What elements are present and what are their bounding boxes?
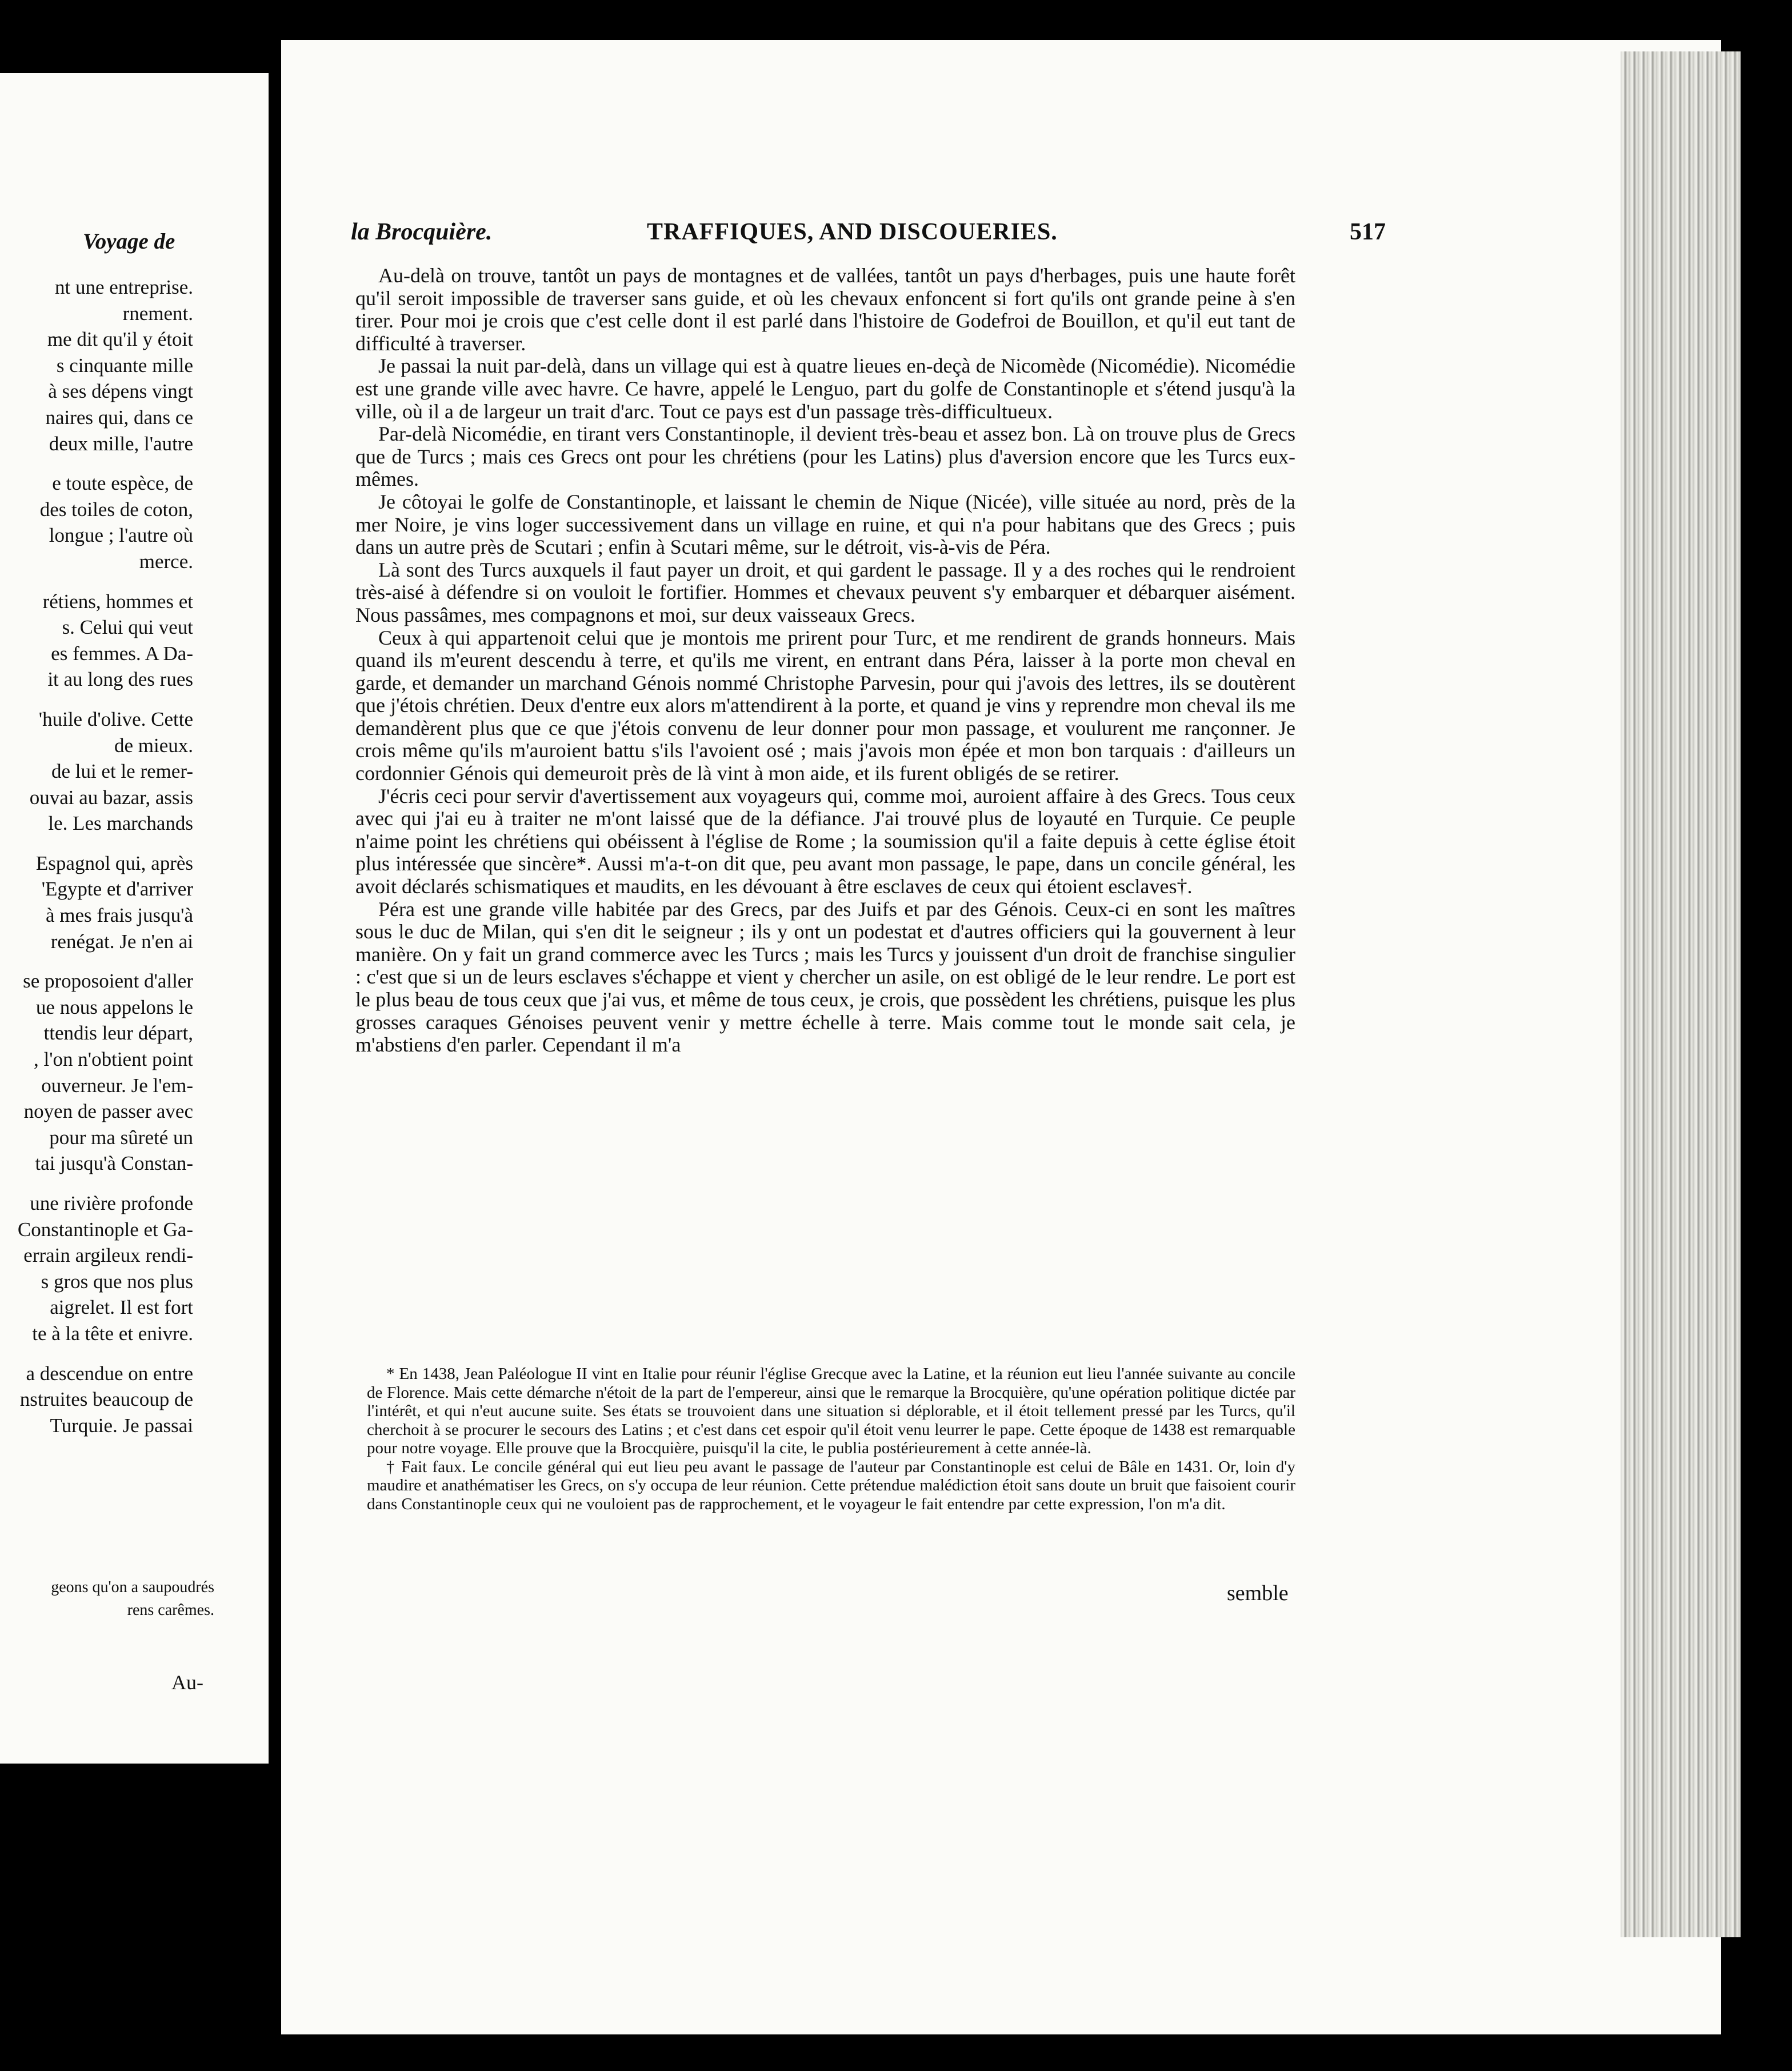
left-text-line: me dit qu'il y étoit: [47, 328, 193, 351]
left-text-line: de lui et le remer-: [51, 760, 193, 783]
left-page: [0, 73, 269, 1764]
left-text-line: e toute espèce, de: [52, 472, 193, 495]
left-text-line: deux mille, l'autre: [49, 432, 193, 455]
left-text-line: longue ; l'autre où: [49, 524, 193, 547]
left-text-line: à mes frais jusqu'à: [45, 904, 193, 927]
catchword: semble: [1227, 1581, 1289, 1605]
left-text-line: errain argileux rendi-: [23, 1244, 193, 1267]
left-text-line: une rivière profonde: [30, 1192, 193, 1214]
left-text-line: noyen de passer avec: [23, 1100, 193, 1123]
left-text-line: à ses dépens vingt: [48, 380, 193, 403]
paragraph: J'écris ceci pour servir d'avertissement aux voyageurs qui, comme moi, auroient affaire à des Grecs. Tous ceux avec qui j'ai eu à traiter ne m'ont laissé que de la défiance. J'ai trouvé plus de loyauté en Turquie. Ce peuple n'aime point les chrétiens qui obéissent à l'église de Rome ; la soumission qu'il a faite depuis à cette église étoit plus intéressée que sincère*. Aussi m'a-t-on dit que, peu avant mon passage, le pape, dans un concile général, les avoit déclarés schismatiques et maudits, en les dévouant à être esclaves de ceux qui étoient esclaves†.: [355, 784, 1295, 898]
left-text-line: ouvai au bazar, assis: [29, 786, 193, 809]
left-text-line: des toiles de coton,: [39, 498, 193, 521]
left-text-line: aigrelet. Il est fort: [50, 1296, 193, 1319]
left-text-line: Turquie. Je passai: [50, 1414, 193, 1437]
running-title: TRAFFIQUES, AND DISCOUERIES.: [647, 219, 1058, 245]
left-running-head: Voyage de: [83, 229, 175, 254]
left-text-line: merce.: [139, 550, 193, 573]
left-catchword: Au-: [171, 1671, 203, 1694]
left-text-line: rétiens, hommes et: [42, 590, 193, 613]
left-text-line: tai jusqu'à Constan-: [35, 1152, 193, 1175]
left-text-line: 'huile d'olive. Cette: [38, 707, 193, 730]
left-text-line: a descendue on entre: [26, 1362, 193, 1385]
paragraph: Là sont des Turcs auxquels il faut payer un droit, et qui gardent le passage. Il y a des roches qui le rendroient très-aisé à défendre si on vouloit le fortifier. Hommes et chevaux peuvent s'y embarquer et débarquer aisément. Nous passâmes, mes compagnons et moi, sur deux vaisseaux Grecs.: [355, 558, 1295, 626]
left-text-line: de mieux.: [114, 734, 193, 757]
footnote: † Fait faux. Le concile général qui eut lieu peu avant le passage de l'auteur par Constantinople est celui de Bâle en 1431. Or, loin d'y maudire et anathématiser les Grecs, on s'y occupa de leur réunion. Cette prétendue malédiction étoit sans doute un bruit que faisoient courir dans Constantinople ceux qui ne vouloient pas de rapprochement, et le voyageur le fait entendre par cette expression, l'on m'a dit.: [367, 1457, 1295, 1513]
footnote: * En 1438, Jean Paléologue II vint en Italie pour réunir l'église Grecque avec la Latine, et la réunion eut lieu l'année suivante au concile de Florence. Mais cette démarche n'étoit de la part de l'empereur, ainsi que le remarque la Brocquière, qu'une opération politique dictée par l'intérêt, et qui n'eut aucune suite. Ses états se trouvoient dans une situation si déplorable, et il étoit tellement pressé par les Turcs, qu'il cherchoit à se procurer le secours des Latins ; et c'est dans cet espoir qu'il étoit venu leurrer le pape. Cette époque de 1438 est remarquable pour notre voyage. Elle prouve que la Brocquière, puisqu'il la cite, le publia postérieurement à cette année-là.: [367, 1365, 1295, 1457]
left-text-line: nt une entreprise.: [55, 276, 193, 298]
left-text-line: pour ma sûreté un: [49, 1126, 193, 1149]
left-text-line: ouverneur. Je l'em-: [41, 1074, 193, 1097]
left-text-line: s gros que nos plus: [41, 1270, 193, 1293]
left-text-line: 'Egypte et d'arriver: [41, 878, 193, 901]
left-text-line: Espagnol qui, après: [35, 851, 193, 874]
left-text-line: le. Les marchands: [48, 812, 193, 835]
left-page-text: [0, 274, 193, 1438]
left-text-line: ttendis leur départ,: [43, 1022, 193, 1045]
left-text-line: se proposoient d'aller: [23, 970, 193, 993]
left-text-line: naires qui, dans ce: [45, 406, 193, 429]
paragraph: Je passai la nuit par-delà, dans un village qui est à quatre lieues en-deçà de Nicomède (Nicomédie). Nicomédie est une grande ville avec havre. Ce havre, appelé le Lenguo, part du golfe de Constantinople et s'étend jusqu'à la ville, où il a de largeur un trait d'arc. Tout ce pays est d'un passage très-difficultueux.: [355, 354, 1295, 423]
paragraph: Ceux à qui appartenoit celui que je montois me prirent pour Turc, et me rendirent de grands honneurs. Mais quand ils m'eurent descendu à terre, et qu'ils me virent, en entrant dans Péra, laisser à la porte mon cheval en garde, et demander un marchand Génois nommé Christophe Parvesin, pour qui j'avois des lettres, ils se doutèrent que j'étois chrétien. Deux d'entre eux alors m'attendirent à la porte, et quand je vins y reprendre mon cheval ils me demandèrent plus que ce que j'étois convenu de leur donner pour mon passage, et voulurent me rançonner. Je crois même qu'ils m'auroient battu s'ils l'avoient osé ; mais j'avois mon épée et mon bon tarquais : d'ailleurs un cordonnier Génois qui demeuroit près de là vint à mon aide, et ils furent obligés de se retirer.: [355, 626, 1295, 785]
paragraph: Par-delà Nicomédie, en tirant vers Constantinople, il devient très-beau et assez bon. Là on trouve plus de Grecs que de Turcs ; mais ces Grecs ont pour les chrétiens (pour les Latins) plus d'aversion encore que les Turcs eux-mêmes.: [355, 422, 1295, 491]
running-head-left: la Brocquière.: [351, 219, 493, 245]
left-text-line: renégat. Je n'en ai: [50, 930, 193, 953]
left-text-line: s. Celui qui veut: [62, 616, 193, 639]
left-text-line: nstruites beaucoup de: [19, 1388, 193, 1411]
right-page: [281, 40, 1721, 2034]
left-text-line: , l'on n'obtient point: [34, 1048, 193, 1071]
left-footnote-line: rens carêmes.: [127, 1601, 214, 1619]
left-text-line: rnement.: [122, 302, 193, 325]
left-text-line: s cinquante mille: [56, 354, 193, 377]
left-text-line: ue nous appelons le: [35, 995, 193, 1018]
paragraph: Je côtoyai le golfe de Constantinople, et laissant le chemin de Nique (Nicée), ville située au nord, près de la mer Noire, je vins loger successivement dans un village en ruine, et qui n'a pour habitans que des Grecs ; puis dans un autre près de Scutari ; enfin à Scutari même, sur le détroit, vis-à-vis de Péra.: [355, 490, 1295, 559]
left-text-line: it au long des rues: [47, 668, 193, 691]
left-text-line: es femmes. A Da-: [51, 642, 193, 665]
footnotes: [367, 1365, 1295, 1513]
paragraph: Péra est une grande ville habitée par des Grecs, par des Juifs et par des Génois. Ceux-ci en sont les maîtres sous le duc de Milan, qui s'en dit le seigneur ; ils y ont un podestat et d'autres officiers qui la gouvernent à leur manière. On y fait un grand commerce avec les Turcs ; mais les Turcs y jouissent d'un droit de franchise singulier : c'est que si un de leurs esclaves s'échappe et vient y chercher un asile, on est obligé de le leur rendre. Le port est le plus beau de tous ceux que j'ai vus, et même de tous ceux, je crois, que possèdent les chrétiens, puisque les plus grosses caraques Génoises peuvent venir y mettre échelle à terre. Mais comme tout le monde sait cela, je m'abstiens d'en parler. Cependant il m'a: [355, 897, 1295, 1057]
paragraph: Au-delà on trouve, tantôt un pays de montagnes et de vallées, tantôt un pays d'herbages, puis une haute forêt qu'il seroit impossible de traverser sans guide, et où les chevaux enfoncent si fort qu'ils ont grande peine à s'en tirer. Pour moi je crois que c'est celle dont il est parlé dans l'histoire de Godefroi de Bouillon, et qu'il eut tant de difficulté à traverser.: [355, 264, 1295, 355]
left-text-line: te à la tête et enivre.: [32, 1322, 193, 1345]
page-number: 517: [1350, 219, 1386, 245]
left-text-line: Constantinople et Ga-: [17, 1218, 193, 1241]
left-footnote-line: geons qu'on a saupoudrés: [51, 1578, 214, 1596]
left-page-footnote: [0, 1576, 214, 1622]
page-edges: [1621, 51, 1741, 1937]
main-text: [355, 265, 1295, 1057]
